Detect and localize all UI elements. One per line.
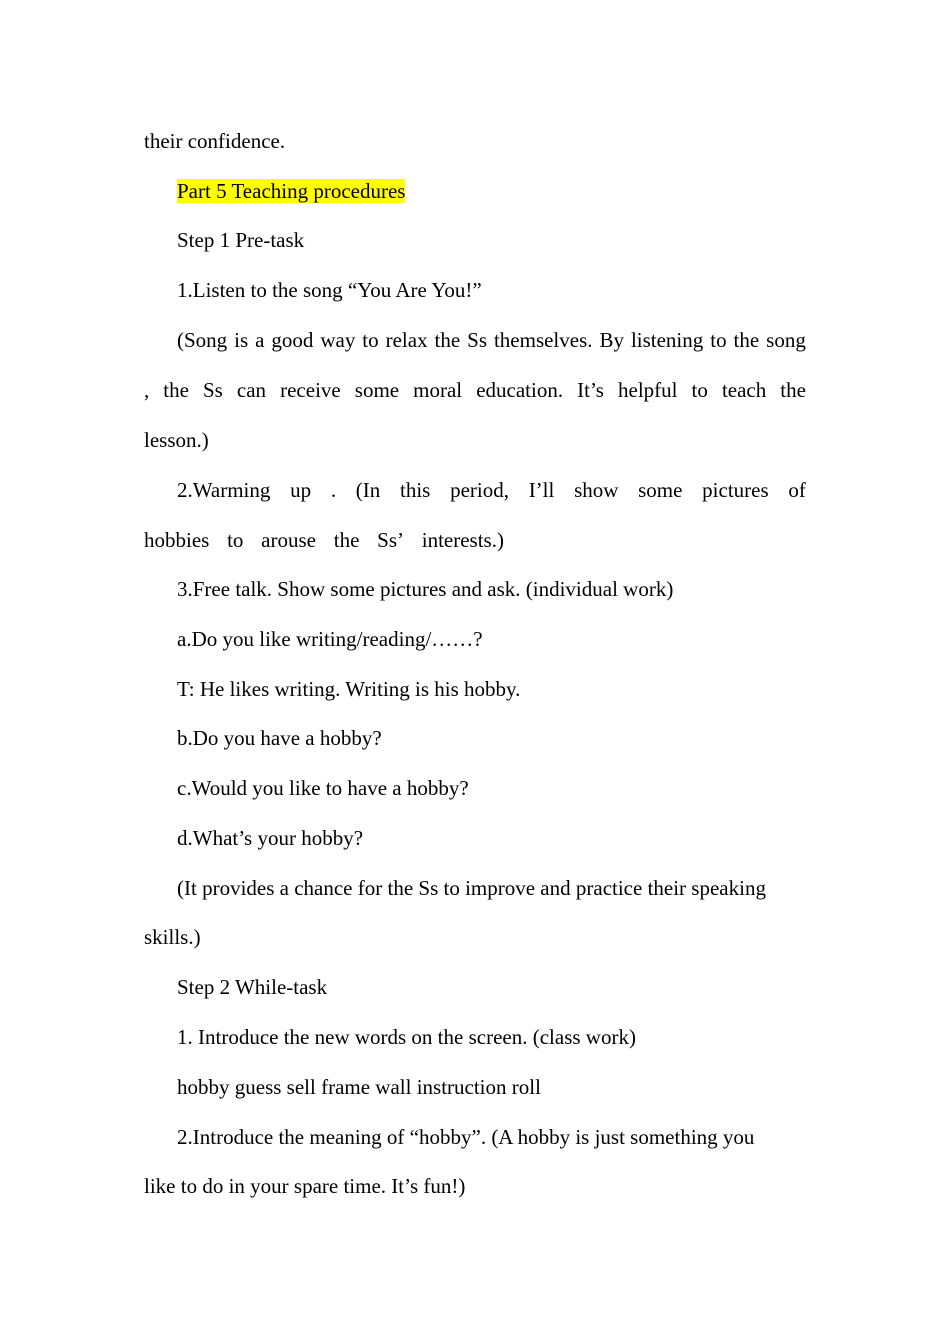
word: Ss bbox=[467, 328, 487, 352]
word: receive bbox=[280, 378, 341, 402]
word: good bbox=[271, 328, 314, 352]
speaking-note-line-1: (It provides a chance for the Ss to improve and practice their speaking bbox=[177, 876, 766, 900]
question-c: c.Would you like to have a hobby? bbox=[177, 776, 469, 800]
list-item-freetalk: 3.Free talk. Show some pictures and ask. (individual work) bbox=[177, 577, 674, 601]
word: the bbox=[333, 528, 360, 552]
song-note-line-1 bbox=[177, 326, 806, 354]
word: education. bbox=[476, 378, 564, 402]
word: hobbies bbox=[144, 528, 210, 552]
speaking-note-line-2: skills.) bbox=[144, 925, 201, 949]
word: the bbox=[733, 328, 760, 352]
word: show bbox=[574, 478, 619, 502]
word: up bbox=[290, 478, 312, 502]
meaning-line-1: 2.Introduce the meaning of “hobby”. (A hobby is just something you bbox=[177, 1125, 755, 1149]
word: some bbox=[354, 378, 400, 402]
word: (In bbox=[355, 478, 381, 502]
question-a: a.Do you like writing/reading/……? bbox=[177, 627, 483, 651]
highlighted-heading: Part 5 Teaching procedures bbox=[177, 179, 406, 203]
word: Ss bbox=[203, 378, 223, 402]
question-d: d.What’s your hobby? bbox=[177, 826, 364, 850]
word: a bbox=[255, 328, 265, 352]
word: relax bbox=[385, 328, 428, 352]
word: this bbox=[400, 478, 431, 502]
word: Ss’ bbox=[377, 528, 404, 552]
warming-line-1 bbox=[177, 476, 806, 504]
song-note-line-3: lesson.) bbox=[144, 428, 209, 452]
word: can bbox=[236, 378, 267, 402]
paragraph-line: their confidence. bbox=[144, 129, 286, 153]
word: way bbox=[320, 328, 356, 352]
word: of bbox=[788, 478, 806, 502]
word: teach bbox=[721, 378, 767, 402]
teacher-line: T: He likes writing. Writing is his hobby. bbox=[177, 677, 521, 701]
song-note-line-2 bbox=[144, 376, 806, 404]
word: (Song bbox=[177, 328, 228, 352]
warming-line-2 bbox=[144, 526, 504, 554]
word: . bbox=[330, 478, 337, 502]
word: listening bbox=[630, 328, 704, 352]
word: to bbox=[227, 528, 244, 552]
word: It’s bbox=[577, 378, 604, 402]
part5-heading bbox=[177, 177, 806, 205]
word: is bbox=[234, 328, 249, 352]
word: pictures bbox=[702, 478, 769, 502]
word: helpful bbox=[618, 378, 678, 402]
word: to bbox=[710, 328, 727, 352]
word: arouse bbox=[261, 528, 316, 552]
word: moral bbox=[413, 378, 463, 402]
vocab-line: hobby guess sell frame wall instruction roll bbox=[177, 1075, 541, 1099]
word: By bbox=[599, 328, 624, 352]
word: the bbox=[780, 378, 806, 402]
question-b: b.Do you have a hobby? bbox=[177, 726, 382, 750]
step2-heading: Step 2 While-task bbox=[177, 975, 328, 999]
meaning-line-2: like to do in your spare time. It’s fun!) bbox=[144, 1174, 466, 1198]
word: the bbox=[434, 328, 461, 352]
word: the bbox=[163, 378, 189, 402]
word: some bbox=[638, 478, 683, 502]
word: to bbox=[691, 378, 708, 402]
word: interests.) bbox=[421, 528, 504, 552]
word: , bbox=[144, 378, 150, 402]
word: I’ll bbox=[528, 478, 555, 502]
word: period, bbox=[450, 478, 509, 502]
word: themselves. bbox=[493, 328, 593, 352]
list-item-newwords: 1. Introduce the new words on the screen. (class work) bbox=[177, 1025, 636, 1049]
word: 2.Warming bbox=[177, 478, 271, 502]
list-item-song: 1.Listen to the song “You Are You!” bbox=[177, 278, 482, 302]
word: song bbox=[766, 328, 806, 352]
word: to bbox=[362, 328, 379, 352]
step1-heading: Step 1 Pre-task bbox=[177, 228, 305, 252]
